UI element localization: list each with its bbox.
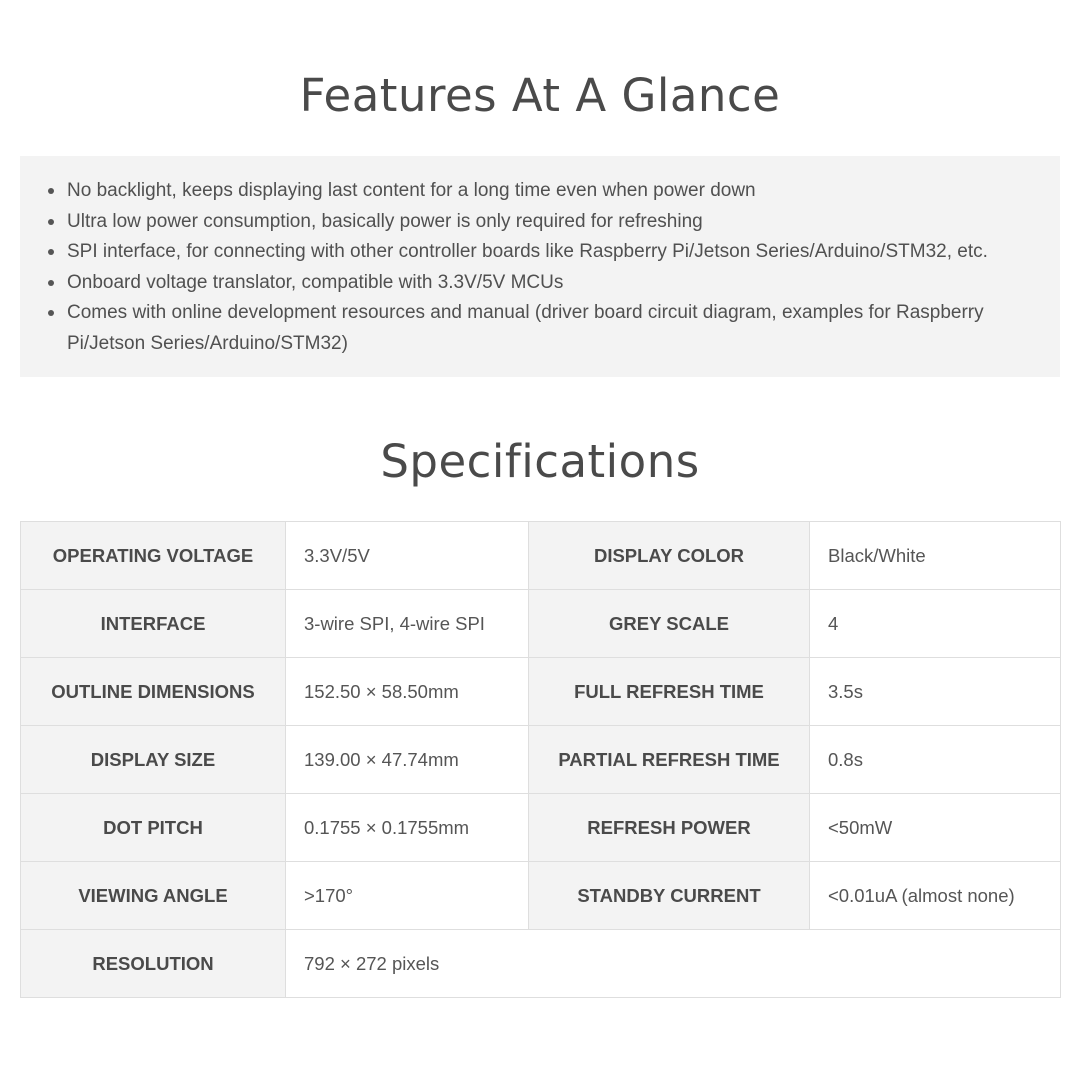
specifications-title: Specifications [380, 435, 700, 488]
spec-row [21, 522, 1061, 590]
features-title: Features At A Glance [299, 69, 781, 122]
spec-row [21, 658, 1061, 726]
spec-label: OPERATING VOLTAGE [21, 522, 286, 590]
spec-label: FULL REFRESH TIME [529, 658, 810, 726]
spec-value: 3-wire SPI, 4-wire SPI [286, 590, 529, 658]
spec-value: 3.5s [810, 658, 1061, 726]
spec-row [21, 726, 1061, 794]
features-box [20, 156, 1060, 377]
feature-item: No backlight, keeps displaying last content for a long time even when power down [48, 176, 1040, 207]
spec-value: Black/White [810, 522, 1061, 590]
feature-item: SPI interface, for connecting with other controller boards like Raspberry Pi/Jetson Series/Arduino/STM32, etc. [48, 237, 1040, 268]
spec-label: DISPLAY COLOR [529, 522, 810, 590]
spec-label: RESOLUTION [21, 930, 286, 998]
spec-value: >170° [286, 862, 529, 930]
spec-value: <50mW [810, 794, 1061, 862]
spec-value: 152.50 × 58.50mm [286, 658, 529, 726]
feature-item: Onboard voltage translator, compatible with 3.3V/5V MCUs [48, 268, 1040, 299]
spec-label: PARTIAL REFRESH TIME [529, 726, 810, 794]
spec-label: VIEWING ANGLE [21, 862, 286, 930]
spec-value: 139.00 × 47.74mm [286, 726, 529, 794]
spec-label: REFRESH POWER [529, 794, 810, 862]
spec-label: GREY SCALE [529, 590, 810, 658]
spec-value: 0.1755 × 0.1755mm [286, 794, 529, 862]
spec-label: DISPLAY SIZE [21, 726, 286, 794]
spec-value: 4 [810, 590, 1061, 658]
features-list [48, 176, 1040, 359]
spec-label: DOT PITCH [21, 794, 286, 862]
spec-value: <0.01uA (almost none) [810, 862, 1061, 930]
spec-row [21, 862, 1061, 930]
spec-row [21, 930, 1061, 998]
specifications-table [20, 521, 1061, 998]
spec-row [21, 590, 1061, 658]
spec-value: 3.3V/5V [286, 522, 529, 590]
spec-label: STANDBY CURRENT [529, 862, 810, 930]
feature-item: Comes with online development resources and manual (driver board circuit diagram, examples for Raspberry Pi/Jetson Series/Arduino/STM32) [48, 298, 1040, 359]
spec-row [21, 794, 1061, 862]
spec-label: OUTLINE DIMENSIONS [21, 658, 286, 726]
spec-value: 792 × 272 pixels [286, 930, 1061, 998]
spec-label: INTERFACE [21, 590, 286, 658]
feature-item: Ultra low power consumption, basically power is only required for refreshing [48, 207, 1040, 238]
spec-value: 0.8s [810, 726, 1061, 794]
